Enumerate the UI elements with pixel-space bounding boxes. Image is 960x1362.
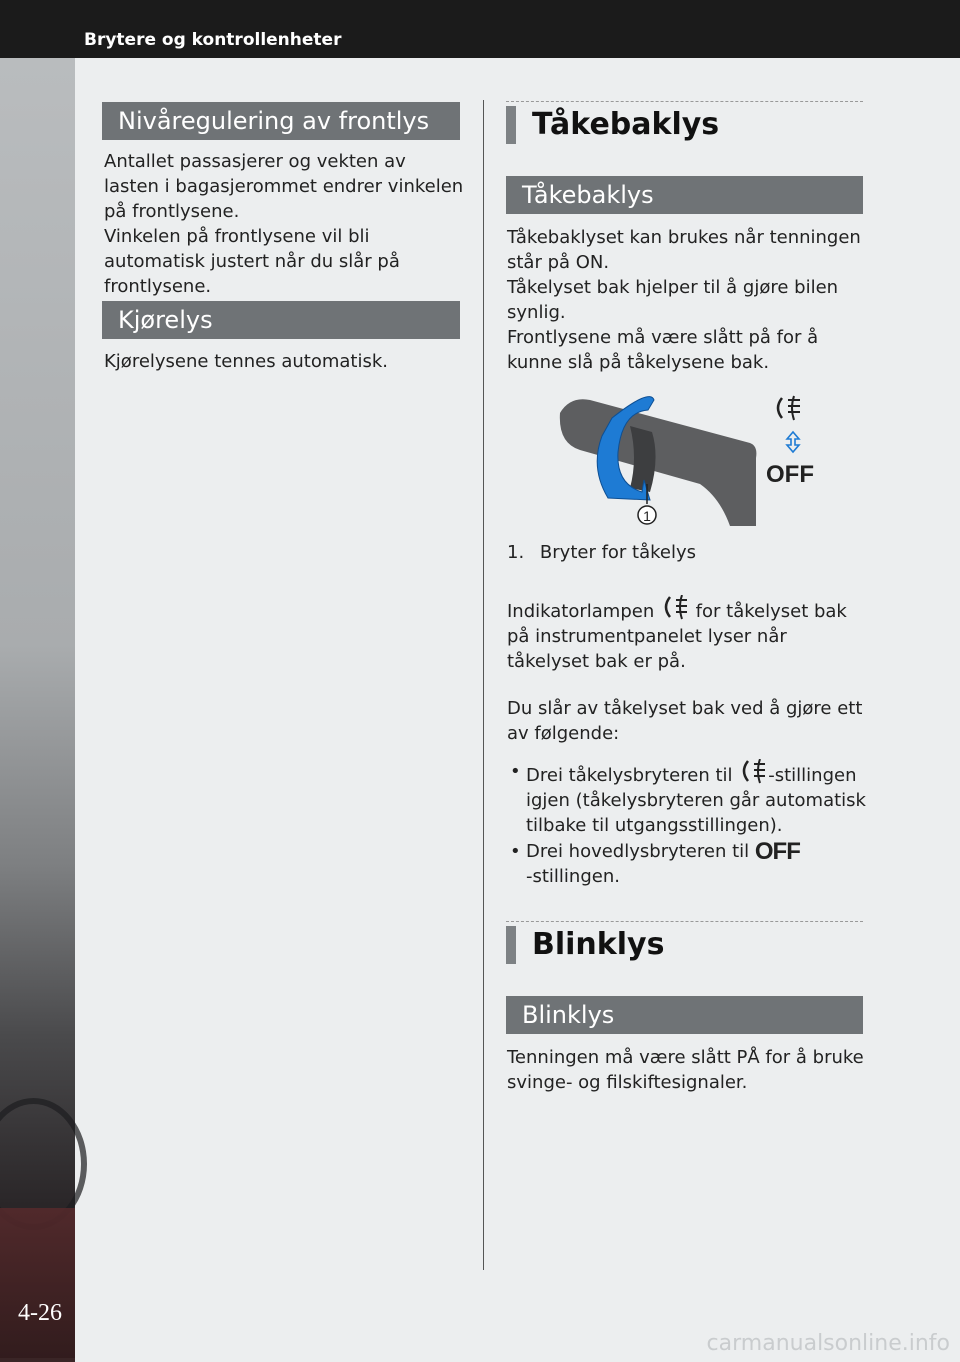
section-rule: [506, 101, 863, 102]
caption-text: Bryter for tåkelys: [539, 542, 697, 563]
rear-fog-symbol-icon: [778, 396, 800, 420]
rear-fog-text-3: Frontlysene må være slått på for å kunne slå på tåkelysene bak.: [507, 327, 819, 373]
bullet-1-pre: Drei tåkelysbryteren til: [526, 765, 739, 786]
headlight-leveling-text: [104, 149, 464, 299]
page-number: 4-26: [18, 1300, 62, 1326]
indicator-text-post: for tåkelyset bak på instrumentpanelet lyser når tåkelyset bak er på.: [507, 601, 847, 672]
off-label: OFF: [766, 461, 814, 488]
bullet-2-post: -stillingen.: [526, 866, 620, 887]
lever-body: [560, 399, 757, 526]
section-header-turn-signals: Blinklys: [506, 996, 863, 1034]
turn-signals-text: Tenningen må være slått PÅ for å bruke svinge- og filskiftesignaler.: [507, 1047, 864, 1093]
fog-switch-figure: [550, 388, 820, 530]
chapter-section-title-rear-fog: Tåkebaklys: [506, 106, 719, 144]
chapter-title: Brytere og kontrollenheter: [84, 30, 342, 50]
rear-fog-text-1: Tåkebaklyset kan brukes når tenningen står på ON.: [507, 227, 861, 273]
column-divider: [483, 100, 484, 1270]
section-header-rear-fog: Tåkebaklys: [506, 176, 863, 214]
section-rule: [506, 921, 863, 922]
rear-fog-lamp-icon: [738, 759, 768, 785]
callout-number: 1: [643, 508, 651, 524]
rear-fog-lamp-icon: [660, 595, 690, 621]
bullet-item-2: [506, 839, 864, 889]
bullet-2-text: [526, 839, 871, 889]
bullet-dot: •: [510, 761, 521, 782]
sidebar-photo: [0, 58, 75, 1362]
headlight-leveling-text-1: Antallet passasjerer og vekten av lasten i bagasjerommet endrer vinkelen på frontlysene.: [104, 151, 464, 222]
bullet-1-post: -stillingen igjen (tåkelysbryteren går automatisk tilbake til utgangsstillingen).: [526, 765, 866, 836]
rear-fog-text: [507, 225, 865, 375]
turn-off-intro: Du slår av tåkelyset bak ved å gjøre ett av følgende:: [507, 698, 863, 744]
bullet-dot: •: [510, 841, 521, 862]
off-icon: OFF: [754, 838, 800, 865]
seat-shape: [0, 1208, 75, 1358]
caption-number: 1.: [507, 542, 525, 563]
bullet-1-text: [526, 759, 871, 838]
up-down-arrow-icon: [787, 432, 799, 452]
daytime-lights-text: Kjørelysene tennes automatisk.: [104, 351, 388, 372]
section-header-daytime-lights: Kjørelys: [102, 301, 460, 339]
watermark: carmanualsonline.info: [706, 1331, 950, 1356]
section-header-headlight-leveling: Nivåregulering av frontlys: [102, 102, 460, 140]
indicator-text-pre: Indikatorlampen: [507, 601, 660, 622]
figure-caption: [507, 540, 865, 565]
top-bar: [0, 0, 960, 58]
bullet-item-1: [506, 759, 864, 834]
rear-fog-text-2: Tåkelyset bak hjelper til å gjøre bilen synlig.: [507, 277, 839, 323]
indicator-text: [507, 595, 865, 674]
headlight-leveling-text-2: Vinkelen på frontlysene vil bli automatisk justert når du slår på frontlysene.: [104, 226, 400, 297]
chapter-section-title-turn-signals: Blinklys: [506, 926, 664, 964]
bullet-2-pre: Drei hovedlysbryteren til: [526, 841, 755, 862]
